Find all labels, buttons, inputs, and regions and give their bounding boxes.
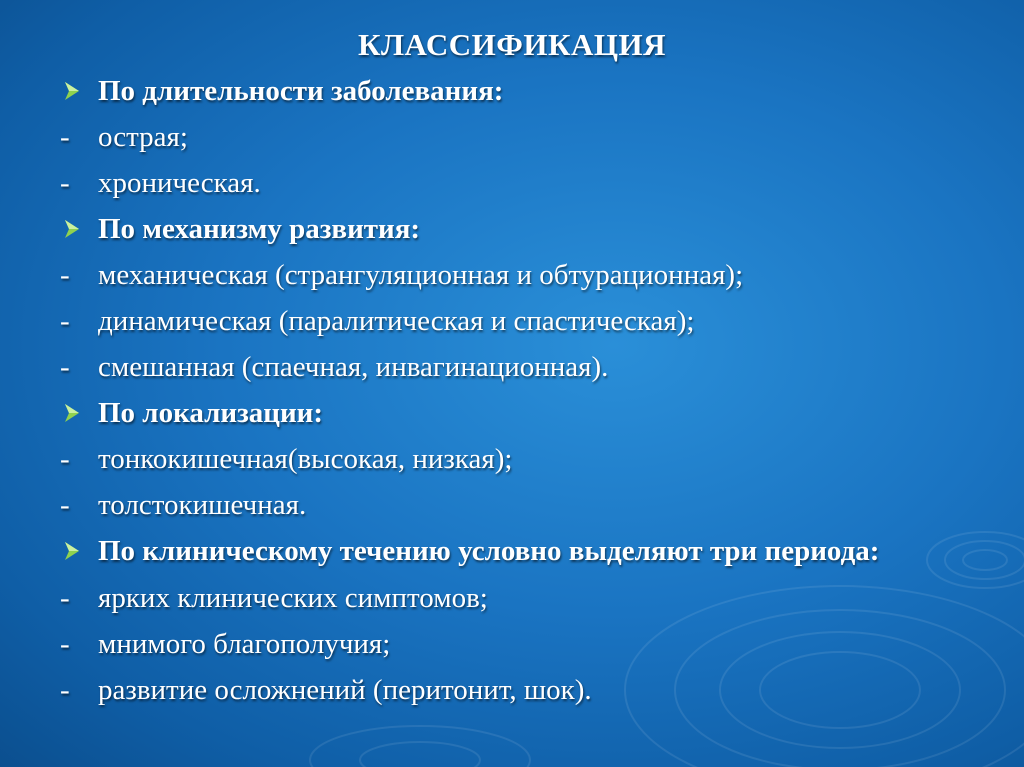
dash-marker: - xyxy=(60,674,70,706)
slide-content xyxy=(60,76,960,721)
dash-marker: - xyxy=(60,121,70,153)
list-item xyxy=(60,490,960,520)
dash-marker: - xyxy=(60,489,70,521)
dash-marker: - xyxy=(60,628,70,660)
list-item-text: динамическая (паралитическая и спастическая); xyxy=(98,305,695,337)
dash-marker: - xyxy=(60,582,70,614)
list-item xyxy=(60,352,960,382)
section-heading-label: По механизму развития: xyxy=(98,213,421,245)
list-item xyxy=(60,168,960,198)
list-item-text: хроническая. xyxy=(98,167,261,199)
section-heading-mechanism xyxy=(60,214,960,244)
list-item-text: острая; xyxy=(98,121,188,153)
arrow-bullet-icon xyxy=(60,539,84,563)
list-item-text: ярких клинических симптомов; xyxy=(98,582,488,614)
section-heading-clinical-course xyxy=(60,536,960,567)
dash-marker: - xyxy=(60,305,70,337)
list-item xyxy=(60,583,960,613)
section-heading-label: По длительности заболевания: xyxy=(98,75,504,107)
section-heading-duration xyxy=(60,76,960,106)
dash-marker: - xyxy=(60,443,70,475)
list-item xyxy=(60,444,960,474)
arrow-bullet-icon xyxy=(60,217,84,241)
list-item xyxy=(60,629,960,659)
list-item-text: тонкокишечная(высокая, низкая); xyxy=(98,443,513,475)
list-item-text: смешанная (спаечная, инвагинационная). xyxy=(98,351,609,383)
dash-marker: - xyxy=(60,259,70,291)
list-item-text: толстокишечная. xyxy=(98,489,307,521)
slide-title: КЛАССИФИКАЦИЯ xyxy=(357,27,667,62)
list-item xyxy=(60,122,960,152)
section-heading-label: По локализации: xyxy=(98,397,324,429)
list-item xyxy=(60,260,960,290)
list-item-text: механическая (странгуляционная и обтурационная); xyxy=(98,259,744,291)
section-heading-label: По клиническому течению условно выделяют три периода: xyxy=(98,535,880,567)
list-item-text: мнимого благополучия; xyxy=(98,628,391,660)
list-item xyxy=(60,675,960,705)
arrow-bullet-icon xyxy=(60,401,84,425)
section-heading-localization xyxy=(60,398,960,428)
list-item-text: развитие осложнений (перитонит, шок). xyxy=(98,674,592,706)
list-item xyxy=(60,306,960,336)
dash-marker: - xyxy=(60,167,70,199)
arrow-bullet-icon xyxy=(60,79,84,103)
dash-marker: - xyxy=(60,351,70,383)
